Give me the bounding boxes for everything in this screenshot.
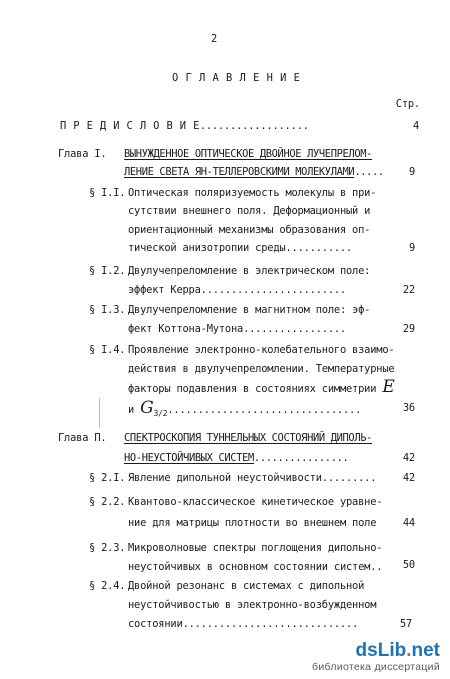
toc-s13-label: § I.3. — [89, 304, 126, 316]
toc-s11-line1: Оптическая поляризуемость молекулы в при- — [128, 187, 377, 199]
toc-s11-line3: ориентационный механизмы образования оп- — [128, 224, 371, 236]
toc-s12-line1: Двулучепреломление в электрическом поле: — [128, 265, 371, 277]
toc-s14-dots: ................................ — [167, 404, 362, 416]
toc-s21-line1 — [128, 472, 376, 485]
symmetry-g-symbol: G — [140, 398, 154, 418]
toc-s24-line3 — [128, 618, 358, 631]
toc-s24-label: § 2.4. — [89, 580, 126, 592]
toc-s22-line2: ние для матрицы плотности во внешнем поле — [128, 517, 377, 529]
toc-chapter1-title-line2-text: ЛЕНИЕ СВЕТА ЯН-ТЕЛЛЕРОВСКИМИ МОЛЕКУЛАМИ — [124, 166, 355, 178]
toc-s11-dots: ........... — [285, 242, 353, 254]
toc-chapter2-page: 42 — [402, 452, 415, 464]
toc-s11-page: 9 — [408, 242, 415, 254]
toc-chapter2-dots: ................ — [253, 452, 349, 464]
toc-s23-line2: неустойчивых в основном состоянии систем.. — [128, 561, 383, 573]
page-number: 2 — [211, 33, 218, 45]
toc-s14-line4 — [128, 398, 362, 420]
toc-s14-line3 — [128, 377, 395, 397]
toc-chapter1-label: Глава I. — [58, 148, 107, 160]
page-column-label: Стр. — [395, 98, 420, 110]
toc-chapter1-page: 9 — [408, 166, 415, 178]
toc-chapter1-dots: ..... — [354, 166, 384, 178]
toc-s11-line4 — [128, 242, 352, 255]
toc-s22-line1: Квантово-классическое кинетическое уравне- — [128, 496, 383, 508]
toc-s14-line1: Проявление электронно-колебательного взаимо- — [128, 344, 395, 356]
toc-s21-page: 42 — [402, 472, 415, 484]
symmetry-e-symbol: E — [382, 377, 395, 397]
watermark[interactable] — [312, 641, 440, 673]
toc-s24-line1: Двойной резонанс в системах с дипольной — [128, 580, 365, 592]
toc-s13-line2 — [128, 323, 346, 336]
toc-s14-line4-pre: и — [128, 404, 135, 416]
toc-s13-line2-text: фект Коттона-Мутона — [128, 323, 244, 335]
toc-s14-line2: действия в двулучепреломлении. Температурные — [128, 363, 395, 375]
toc-preface-dots: .................. — [199, 120, 309, 132]
toc-s23-page: 50 — [402, 559, 415, 571]
toc-s23-line1: Микроволновые спектры поглощения дипольно- — [128, 542, 383, 554]
toc-s14-label: § I.4. — [89, 344, 126, 356]
toc-s21-dots: ......... — [321, 472, 377, 484]
toc-s12-line2 — [128, 284, 346, 297]
toc-chapter2-title-line1: СПЕКТРОСКОПИЯ ТУННЕЛЬНЫХ СОСТОЯНИЙ ДИПОЛЬ- — [124, 432, 373, 444]
toc-chapter1-title-line2 — [124, 166, 384, 179]
toc-s13-dots: ................. — [243, 323, 347, 335]
toc-chapter2-label: Глава П. — [58, 432, 107, 444]
watermark-subtitle: библиотека диссертаций — [312, 661, 440, 673]
toc-s21-line1-text: Явление дипольной неустойчивости — [128, 472, 322, 484]
toc-s11-line2: сутствии внешнего поля. Деформационный и — [128, 205, 371, 217]
toc-s21-label: § 2.I. — [89, 472, 126, 484]
watermark-brand-a: dsLib — [355, 640, 407, 661]
page-title: О Г Л А В Л Е Н И Е — [172, 72, 301, 84]
watermark-logo[interactable] — [312, 641, 440, 661]
toc-s14-line3-text: факторы подавления в состояниях симметрии — [128, 383, 377, 395]
toc-s12-label: § I.2. — [89, 265, 126, 277]
toc-s24-line2: неустойчивостью в электронно-возбужденном — [128, 599, 377, 611]
toc-chapter2-title-line2-text: НО-НЕУСТОЙЧИВЫХ СИСТЕМ — [124, 452, 254, 464]
toc-s14-page: 36 — [402, 402, 415, 414]
watermark-brand-c: net — [411, 640, 440, 661]
toc-s23-label: § 2.3. — [89, 542, 126, 554]
toc-preface — [60, 120, 309, 133]
margin-mark — [99, 398, 100, 428]
toc-s24-page: 57 — [399, 618, 412, 630]
toc-s11-line4-text: тической анизотропии среды — [128, 242, 286, 254]
toc-preface-page: 4 — [412, 120, 419, 132]
toc-preface-label: П Р Е Д И С Л О В И Е — [60, 120, 200, 132]
toc-s11-label: § I.I. — [89, 187, 126, 199]
toc-s12-line2-text: эффект Керра — [128, 284, 201, 296]
toc-s12-dots: ........................ — [200, 284, 347, 296]
toc-chapter1-title-line1: ВЫНУЖДЕННОЕ ОПТИЧЕСКОЕ ДВОЙНОЕ ЛУЧЕПРЕЛОМ- — [124, 148, 373, 160]
toc-s13-line1: Двулучепреломление в магнитном поле: эф- — [128, 304, 371, 316]
toc-s24-dots: ............................. — [182, 618, 359, 630]
toc-s12-page: 22 — [402, 284, 415, 296]
toc-s24-line3-text: состоянии — [128, 618, 183, 630]
toc-s22-page: 44 — [402, 517, 415, 529]
toc-s13-page: 29 — [402, 323, 415, 335]
symmetry-g-subscript: 3/2 — [153, 409, 168, 418]
watermark-brand-b: . — [406, 640, 412, 661]
toc-s22-label: § 2.2. — [89, 496, 126, 508]
toc-chapter2-title-line2 — [124, 452, 348, 465]
